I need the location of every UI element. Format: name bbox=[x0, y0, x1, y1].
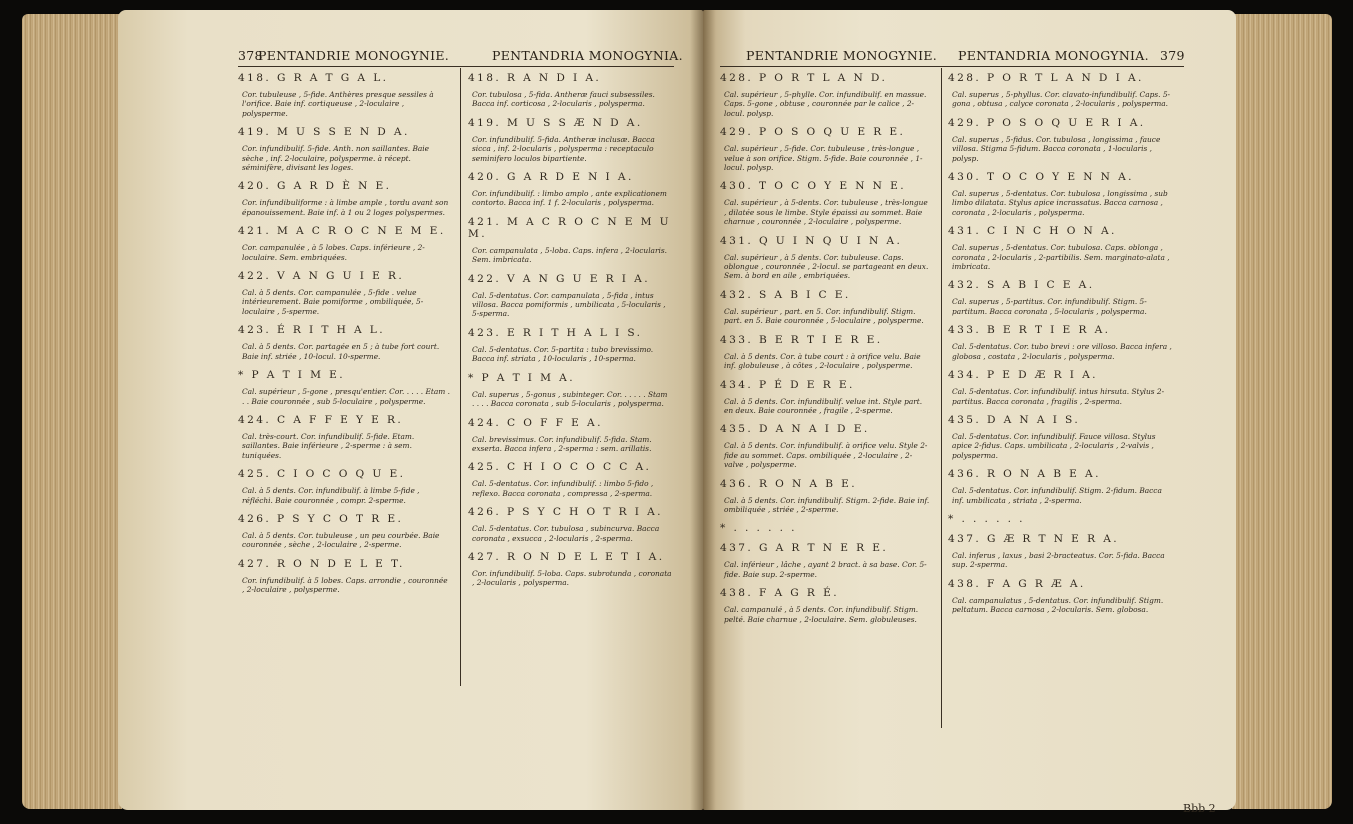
genus-entry bbox=[948, 533, 1178, 570]
left-page-number: 378 bbox=[238, 48, 263, 63]
genus-entry bbox=[948, 369, 1178, 406]
genus-entry bbox=[238, 513, 454, 550]
left-column-divider bbox=[460, 68, 461, 686]
genus-entry bbox=[468, 372, 676, 409]
genus-title: 420. G A R D E N I A. bbox=[468, 171, 634, 184]
genus-title: 419. M U S S Æ N D A. bbox=[468, 116, 643, 129]
right-page-french-column bbox=[720, 72, 934, 632]
genus-description: Cal. 5-dentatus. Cor. infundibulif. Fauce villosa. Stylus apice 2-fidus. Caps. umbilicata , 2-locularis , 2-valvis , polysperma. bbox=[952, 431, 1156, 460]
genus-description: Cal. à 5 dents. Cor. infundibulif. velue int. Style part. en deux. Baie couronnée , fragile , 2-sperme. bbox=[724, 396, 923, 415]
left-header-latin: PENTANDRIA MONOGYNIA. bbox=[492, 48, 683, 63]
genus-description: Cal. à 5 dents. Cor. campanulée , 5-fide . velue intérieurement. Baie pomiforme , ombiliquée, 5-loculaire , 5-sperme. bbox=[242, 288, 424, 316]
genus-description: Cal. 5-dentatus. Cor. tubulosa , subincurva. Bacca coronata , exsucca , 2-locularis , 2-sperma. bbox=[472, 524, 660, 543]
genus-description: Cor. infundibulif. 5-loba. Caps. subrotunda , coronata , 2-locularis , polysperma. bbox=[472, 568, 672, 588]
genus-entry bbox=[468, 461, 676, 498]
genus-description: Cor. tubulosa , 5-fida. Antheræ fauci subsessiles. Bacca inf. corticosa , 2-locularis , polysperma. bbox=[472, 90, 655, 109]
genus-title: 431. C I N C H O N A. bbox=[948, 225, 1117, 238]
genus-description: Cal. 5-dentatus. Cor. 5-partita : tubo brevissimo. Bacca inf. striata , 10-locularis , 10-sperma. bbox=[472, 344, 654, 364]
genus-title: 428. P O R T L A N D. bbox=[720, 72, 888, 84]
genus-title: 420. G A R D È N E. bbox=[238, 180, 392, 193]
genus-entry bbox=[468, 72, 676, 109]
genus-title: 438. F A G R Æ A. bbox=[948, 577, 1086, 590]
genus-title: 437. G A R T N E R E. bbox=[720, 542, 889, 555]
genus-title: 426. P S Y C H O T R I A. bbox=[468, 506, 663, 519]
genus-title: 432. S A B I C E A. bbox=[948, 279, 1095, 292]
signature-mark: Bbb 2 bbox=[1183, 802, 1216, 815]
genus-title: 431. Q U I N Q U I N A. bbox=[720, 234, 903, 247]
genus-description: Cal. supérieur , 5-fide. Cor. tubuleuse , très-longue , velue à son orifice. Stigm. 5-fide. Baie couronnée , 1-locul. polysp. bbox=[724, 144, 923, 173]
genus-title: 432. S A B I C E. bbox=[720, 288, 851, 301]
genus-entry bbox=[948, 117, 1178, 163]
genus-description: Cal. supérieur , à 5-dents. Cor. tubuleuse , très-longue , dilatée sous le limbe. Style épaissi au sommet. Baie charnue , couronnée , 2-loculaire , polysperme. bbox=[724, 198, 928, 227]
genus-description: Cal. superus , 5-fidus. Cor. tubulosa , longissima , fauce villosa. Stigma 5-fidum. Bacca coronata , 1-locularis , polysp. bbox=[952, 134, 1161, 163]
left-header-french: PENTANDRIE MONOGYNIE. bbox=[258, 48, 450, 63]
genus-title: 429. P O S O Q U E R I A. bbox=[948, 116, 1146, 129]
genus-title: 421. M A C R O C N E M U M. bbox=[468, 215, 672, 240]
left-page-latin-column bbox=[468, 72, 676, 596]
genus-description: Cor. campanulata , 5-loba. Caps. infera , 2-locularis. Sem. imbricata. bbox=[472, 245, 667, 265]
genus-description: Cal. superus , 5-phyllus. Cor. clavato-infundibulif. Caps. 5-gona , obtusa , calyce coronata , 2-locularis , polysperma. bbox=[952, 90, 1171, 109]
genus-description: Cal. très-court. Cor. infundibulif. 5-fide. Etam. saillantes. Baie inférieure , 2-sperme : à sem. tuniquées. bbox=[242, 431, 415, 460]
genus-description: Cal. 5-dentatus. Cor. infundibulif. intus hirsuta. Stylus 2-partitus. Bacca coronata , fragilis , 2-sperma. bbox=[952, 387, 1165, 406]
genus-title: 428. P O R T L A N D I A. bbox=[948, 72, 1144, 84]
genus-description: Cal. supérieur , 5-phylle. Cor. infundibulif. en massue. Caps. 5-gone , obtuse , couronnée par le calice , 2-locul. polysp. bbox=[724, 90, 927, 118]
genus-description: Cal. inferus , laxus , basi 2-bracteatus. Cor. 5-fida. Bacca sup. 2-sperma. bbox=[952, 550, 1165, 570]
left-page-edges bbox=[22, 14, 122, 809]
genus-title: 421. M A C R O C N E M E. bbox=[238, 225, 446, 238]
genus-description: Cal. campanulatus , 5-dentatus. Cor. infundibulif. Stigm. peltatum. Bacca carnosa , 2-locularis. Sem. globosa. bbox=[952, 595, 1164, 615]
genus-entry bbox=[720, 126, 934, 172]
genus-title: 424. C O F F E A. bbox=[468, 416, 603, 429]
genus-title: 419. M U S S E N D A. bbox=[238, 126, 410, 139]
genus-title: 433. B E R T I E R A. bbox=[948, 324, 1111, 337]
genus-entry bbox=[948, 414, 1178, 460]
genus-entry bbox=[720, 522, 934, 534]
right-page-edges bbox=[1232, 14, 1332, 809]
genus-entry bbox=[720, 180, 934, 226]
genus-entry bbox=[720, 542, 934, 579]
genus-entry bbox=[238, 126, 454, 172]
genus-entry bbox=[238, 270, 454, 316]
genus-entry bbox=[948, 225, 1178, 271]
genus-title: 434. P E D Æ R I A. bbox=[948, 369, 1098, 382]
genus-entry bbox=[238, 414, 454, 460]
genus-title: 435. D A N A I S. bbox=[948, 413, 1081, 426]
genus-description: Cal. à 5 dents. Cor. infundibulif. à limbe 5-fide , réfléchi. Baie couronnée , compr. 2-sperme. bbox=[242, 486, 420, 505]
genus-title: 438. F A G R É. bbox=[720, 587, 839, 600]
right-header-latin: PENTANDRIA MONOGYNIA. bbox=[958, 48, 1149, 63]
book-gutter bbox=[690, 10, 716, 810]
genus-title: 436. R O N A B E A. bbox=[948, 468, 1101, 481]
genus-description: Cal. superus , 5-dentatus. Cor. tubulosa. Caps. oblonga , coronata , 2-locularis , 2-partibilis. Sem. marginato-alata , imbricata. bbox=[952, 243, 1170, 272]
genus-description: Cal. supérieur , à 5 dents. Cor. tubuleuse. Caps. oblongue , couronnée , 2-locul. se partageant en deux. Sem. à bord en aile , embriquées. bbox=[724, 252, 929, 281]
genus-description: Cal. inférieur , lâche , ayant 2 bract. à sa base. Cor. 5-fide. Baie sup. 2-sperme. bbox=[724, 560, 927, 579]
genus-entry bbox=[238, 180, 454, 217]
genus-title: 422. V A N G U I E R. bbox=[238, 270, 405, 283]
genus-entry bbox=[468, 417, 676, 454]
genus-description: Cor. infundibulif. 5-fida. Antheræ inclusæ. Bacca sicca , inf. 2-locularis , polysperma : receptaculo seminifero loculos bipartiente. bbox=[472, 134, 655, 163]
genus-entry bbox=[238, 468, 454, 505]
genus-description: Cal. à 5 dents. Cor. à tube court : à orifice velu. Baie inf. globuleuse , à côtes , 2-loculaire , polysperme. bbox=[724, 351, 921, 371]
genus-description: Cal. campanulé , à 5 dents. Cor. infundibulif. Stigm. pelté. Baie charnue , 2-loculaire. Sem. globuleuses. bbox=[724, 605, 919, 624]
genus-title: 429. P O S O Q U E R E. bbox=[720, 126, 906, 139]
genus-title: 433. B E R T I E R E. bbox=[720, 333, 883, 346]
genus-entry bbox=[948, 578, 1178, 615]
genus-entry bbox=[468, 273, 676, 319]
genus-description: Cor. tubuleuse , 5-fide. Anthères presque sessiles à l'orifice. Baie inf. cortiqueuse , 2-loculaire , polysperme. bbox=[242, 90, 434, 118]
genus-entry bbox=[720, 587, 934, 624]
genus-title: 437. G Æ R T N E R A. bbox=[948, 532, 1120, 545]
genus-title: 427. R O N D E L E T I A. bbox=[468, 550, 665, 563]
genus-title: * P A T I M E. bbox=[238, 369, 346, 382]
genus-title: * P A T I M A. bbox=[468, 371, 575, 384]
genus-title: 418. R A N D I A. bbox=[468, 72, 602, 84]
genus-entry bbox=[948, 171, 1178, 217]
genus-entry bbox=[468, 506, 676, 543]
genus-entry bbox=[720, 334, 934, 371]
right-page-latin-column bbox=[948, 72, 1178, 623]
genus-title: 423. E R I T H A L I S. bbox=[468, 326, 643, 339]
genus-description: Cor. infundibulif. 5-fide. Anth. non saillantes. Baie sèche , inf. 2-loculaire, polysperme. à récept. séminifère, divisant les loges. bbox=[242, 144, 430, 173]
genus-description: Cal. supérieur , part. en 5. Cor. infundibulif. Stigm. part. en 5. Baie couronnée , 5-loculaire , polysperme. bbox=[724, 306, 924, 326]
genus-title: * . . . . . . bbox=[720, 522, 797, 535]
left-page-french-column bbox=[238, 72, 454, 603]
genus-entry bbox=[238, 369, 454, 406]
genus-title: 434. P É D E R E. bbox=[720, 378, 855, 391]
genus-title: 430. T O C O Y E N N E. bbox=[720, 180, 907, 193]
genus-description: Cal. à 5 dents. Cor. infundibulif. Stigm. 2-fide. Baie inf. ombiliquée , striée , 2-sperme. bbox=[724, 495, 930, 514]
genus-description: Cor. infundibulif. : limbo amplo , ante explicationem contorto. Bacca inf. 1 f. 2-locularis , polysperma. bbox=[472, 189, 667, 208]
right-header-french: PENTANDRIE MONOGYNIE. bbox=[746, 48, 938, 63]
right-page-number: 379 bbox=[1160, 48, 1185, 63]
genus-description: Cor. infundibulif. à 5 lobes. Caps. arrondie , couronnée , 2-loculaire , polysperme. bbox=[242, 575, 448, 595]
genus-entry bbox=[948, 324, 1178, 361]
genus-entry bbox=[238, 558, 454, 595]
genus-entry bbox=[720, 423, 934, 469]
genus-description: Cal. 5-dentatus. Cor. infundibulif. Stigm. 2-fidum. Bacca inf. umbilicata , striata , 2-sperma. bbox=[952, 486, 1162, 505]
genus-title: 436. R O N A B E. bbox=[720, 477, 858, 490]
genus-entry bbox=[238, 72, 454, 118]
genus-entry bbox=[468, 327, 676, 364]
genus-title: 422. V A N G U E R I A. bbox=[468, 272, 650, 285]
genus-description: Cal. supérieur , 5-gone , presqu'entier. Cor. . . . . Etam . . . Baie couronnée , sub 5-loculaire , polysperme. bbox=[242, 387, 450, 406]
genus-entry bbox=[720, 72, 934, 118]
left-header-rule bbox=[238, 66, 674, 67]
genus-description: Cal. 5-dentatus. Cor. campanulata , 5-fida , intus villosa. Bacca pomiformis , umbilicata , 5-locularis , 5-sperma. bbox=[472, 290, 666, 319]
genus-entry bbox=[468, 216, 676, 265]
genus-description: Cal. 5-dentatus. Cor. tubo brevi : ore villoso. Bacca infera , globosa , costata , 2-locularis , polysperma. bbox=[952, 342, 1172, 361]
right-column-divider bbox=[941, 68, 942, 728]
genus-title: 427. R O N D E L E T. bbox=[238, 557, 405, 570]
genus-entry bbox=[238, 225, 454, 262]
genus-title: 425. C H I O C O C C A. bbox=[468, 461, 652, 474]
genus-entry bbox=[468, 551, 676, 588]
genus-description: Cor. infundibuliforme : à limbe ample , tordu avant son épanouissement. Baie inf. à 1 ou 2 loges polyspermes. bbox=[242, 198, 449, 217]
genus-entry bbox=[720, 289, 934, 326]
genus-description: Cal. superus , 5-gonus , subinteger. Cor. . . . . . Stam . . . . Bacca coronata , sub 5-locularis , polysperma. bbox=[472, 389, 668, 409]
genus-entry bbox=[948, 279, 1178, 316]
genus-entry bbox=[720, 235, 934, 281]
genus-description: Cal. à 5 dents. Cor. tubuleuse , un peu courbée. Baie couronnée , sèche , 2-loculaire , 2-sperme. bbox=[242, 530, 440, 550]
genus-title: 435. D A N A I D E. bbox=[720, 423, 870, 436]
genus-entry bbox=[238, 324, 454, 361]
genus-entry bbox=[720, 379, 934, 416]
right-header-rule bbox=[720, 66, 1184, 67]
genus-title: * . . . . . . bbox=[948, 512, 1025, 525]
genus-entry bbox=[468, 171, 676, 208]
genus-title: 418. G R A T G A L. bbox=[238, 72, 389, 84]
genus-entry bbox=[468, 117, 676, 163]
genus-description: Cal. superus , 5-partitus. Cor. infundibulif. Stigm. 5-partitum. Bacca coronata , 5-locularis , polysperma. bbox=[952, 297, 1147, 316]
genus-entry bbox=[720, 478, 934, 515]
genus-entry bbox=[948, 72, 1178, 109]
genus-title: 430. T O C O Y E N N A. bbox=[948, 171, 1134, 184]
genus-title: 423. É R I T H A L. bbox=[238, 324, 386, 337]
genus-description: Cal. brevissimus. Cor. infundibulif. 5-fida. Stam. exserta. Bacca infera , 2-sperma : sem. arillatis. bbox=[472, 434, 652, 453]
genus-description: Cal. 5-dentatus. Cor. infundibulif. : limbo 5-fido , reflexo. Bacca coronata , compressa , 2-sperma. bbox=[472, 479, 654, 498]
genus-entry bbox=[948, 468, 1178, 505]
genus-title: 426. P S Y C O T R E. bbox=[238, 512, 404, 525]
genus-description: Cor. campanulée , à 5 lobes. Caps. inférieure , 2-loculaire. Sem. embriquées. bbox=[242, 243, 425, 262]
genus-entry bbox=[948, 513, 1178, 525]
genus-description: Cal. à 5 dents. Cor. partagée en 5 ; à tube fort court. Baie inf. striée , 10-locul. 10-sperme. bbox=[242, 342, 440, 361]
genus-title: 424. C A F F E Y E R. bbox=[238, 413, 404, 426]
genus-description: Cal. à 5 dents. Cor. infundibulif. à orifice velu. Style 2-fide au sommet. Caps. ombiliquée , 2-loculaire , 2-valve , polysperme. bbox=[724, 441, 928, 470]
genus-title: 425. C I O C O Q U E. bbox=[238, 468, 406, 481]
genus-description: Cal. superus , 5-dentatus. Cor. tubulosa , longissima , sub limbo dilatata. Stylus apice incrassatus. Bacca carnosa , coronata , 2-locularis , polysperma. bbox=[952, 189, 1168, 217]
